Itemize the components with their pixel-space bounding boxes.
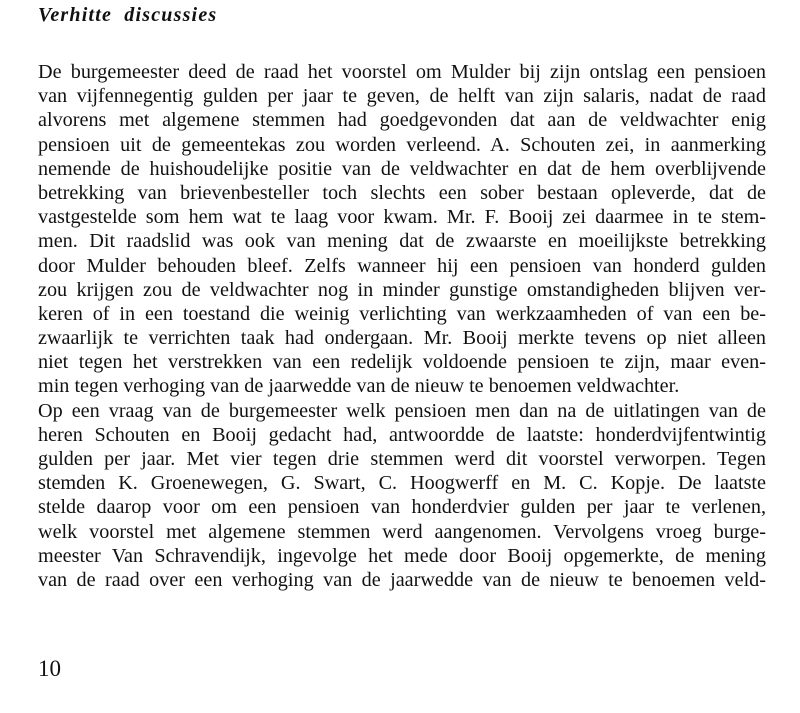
text-line: meester Van Schravendijk, ingevolge het mede door Booij opgemerkte, de mening — [38, 544, 766, 567]
text-line: zwaarlijk te verrichten taak had ondergaan. Mr. Booij merkte tevens op niet alleen — [38, 327, 766, 350]
text-line: vastgestelde som hem wat te laag voor kwam. Mr. F. Booij zei daarmee in te stem- — [38, 206, 766, 229]
body-text — [38, 60, 766, 592]
text-line: stemden K. Groenewegen, G. Swart, C. Hoogwerff en M. C. Kopje. De laatste — [38, 472, 766, 495]
text-line: betrekking van brievenbesteller toch slechts een sober bestaan opleverde, dat de — [38, 181, 766, 204]
running-header: Verhitte discussies — [38, 4, 218, 26]
text-line: niet tegen het verstrekken van een redelijk voldoende pensioen te zijn, maar even- — [38, 351, 766, 374]
text-line: zou krijgen zou de veldwachter nog in minder gunstige omstandigheden blijven ver- — [38, 278, 766, 301]
text-line: alvorens met algemene stemmen had goedgevonden dat aan de veldwachter enig — [38, 109, 766, 132]
text-line: De burgemeester deed de raad het voorstel om Mulder bij zijn ontslag een pensioen — [38, 61, 766, 83]
paragraph-2 — [38, 399, 766, 593]
text-line: van de raad over een verhoging van de jaarwedde van de nieuw te benoemen veld- — [38, 568, 766, 591]
text-line: keren of in een toestand die weinig verlichting van werkzaamheden of van een be- — [38, 302, 766, 325]
text-line: heren Schouten en Booij gedacht had, antwoordde de laatste: honderdvijfentwintig — [38, 423, 766, 446]
text-line: Op een vraag van de burgemeester welk pensioen men dan na de uitlatingen van de — [38, 399, 766, 422]
page-number: 10 — [38, 656, 61, 681]
text-line: door Mulder behouden bleef. Zelfs wanneer hij een pensioen van honderd gulden — [38, 254, 766, 277]
text-line: nemende de huishoudelijke positie van de veldwachter en dat de hem overblijvende — [38, 157, 766, 180]
paragraph-1 — [38, 60, 766, 399]
text-line: pensioen uit de gemeentekas zou worden verleend. A. Schouten zei, in aanmerking — [38, 133, 766, 156]
text-line: men. Dit raadslid was ook van mening dat de zwaarste en moeilijkste betrekking — [38, 230, 766, 253]
text-line: stelde daarop voor om een pensioen van honderdvier gulden per jaar te verlenen, — [38, 496, 766, 519]
text-line: gulden per jaar. Met vier tegen drie stemmen werd dit voorstel verworpen. Tegen — [38, 448, 766, 470]
text-line: van vijfennegentig gulden per jaar te geven, de helft van zijn salaris, nadat de raad — [38, 85, 766, 108]
text-line: welk voorstel met algemene stemmen werd aangenomen. Vervolgens vroeg burge- — [38, 520, 766, 543]
text-line: min tegen verhoging van de jaarwedde van de nieuw te benoemen veldwachter. — [38, 375, 680, 398]
